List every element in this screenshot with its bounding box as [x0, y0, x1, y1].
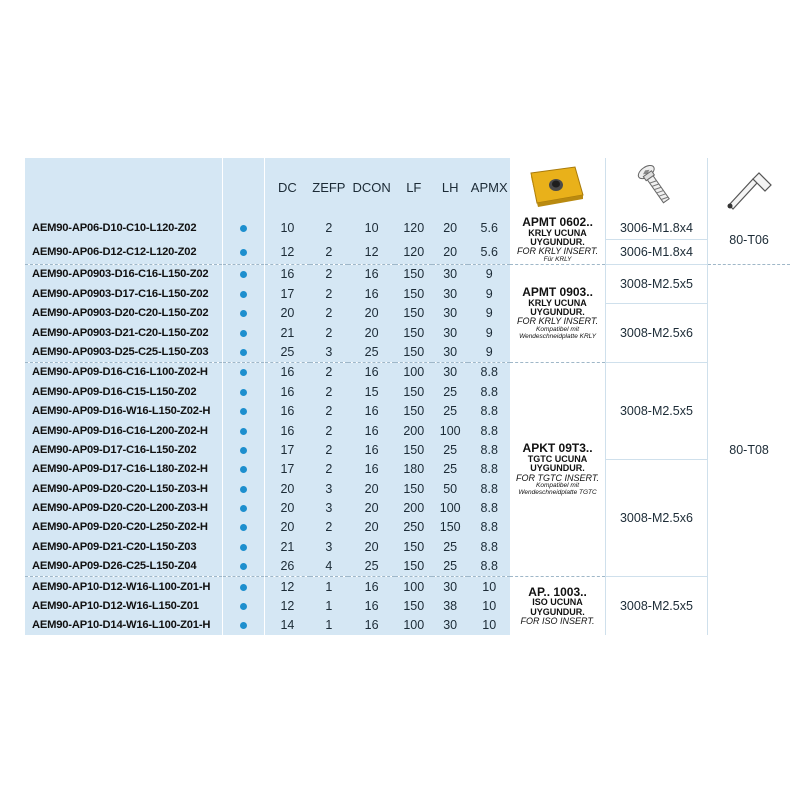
header-dot-blank — [222, 158, 264, 216]
availability-dot-icon — [240, 466, 247, 473]
dc-cell: 17 — [265, 460, 310, 479]
apmx-cell: 9 — [468, 264, 510, 284]
table-row — [25, 216, 790, 240]
dc-cell: 25 — [265, 342, 310, 362]
table-row — [25, 304, 790, 323]
insert-sub: KRLY UCUNA UYGUNDUR. — [528, 227, 587, 248]
apmx-cell: 8.8 — [468, 537, 510, 556]
dc-cell: 16 — [265, 421, 310, 440]
lh-cell: 25 — [432, 460, 468, 479]
dcon-cell: 16 — [348, 616, 395, 635]
availability-cell — [222, 382, 264, 401]
availability-dot-icon — [240, 330, 247, 337]
product-code: AEM90-AP09-D17-C16-L180-Z02-H — [25, 460, 222, 479]
lh-cell: 25 — [432, 401, 468, 420]
lf-cell: 150 — [395, 557, 432, 577]
availability-cell — [222, 323, 264, 342]
availability-dot-icon — [240, 408, 247, 415]
screw-code: 3006-M1.8x4 — [605, 216, 707, 240]
zefp-cell: 2 — [310, 362, 348, 382]
insert-icon — [523, 161, 593, 211]
dcon-cell: 16 — [348, 284, 395, 303]
availability-cell — [222, 362, 264, 382]
header-apmx: APMX — [468, 158, 510, 216]
zefp-cell: 2 — [310, 284, 348, 303]
header-lf: LF — [395, 158, 432, 216]
dc-cell: 17 — [265, 440, 310, 459]
product-code: AEM90-AP09-D16-C16-L200-Z02-H — [25, 421, 222, 440]
dc-cell: 12 — [265, 596, 310, 615]
tool-spec-table-container — [25, 158, 790, 640]
apmx-cell: 5.6 — [468, 216, 510, 240]
product-code: AEM90-AP10-D12-W16-L150-Z01 — [25, 596, 222, 615]
dcon-cell: 20 — [348, 479, 395, 498]
lh-cell: 100 — [432, 498, 468, 517]
dc-cell: 20 — [265, 518, 310, 537]
dcon-cell: 20 — [348, 323, 395, 342]
lf-cell: 180 — [395, 460, 432, 479]
lf-cell: 150 — [395, 596, 432, 615]
insert-title: APMT 0602.. — [522, 216, 593, 229]
key-code: 80-T06 — [708, 216, 790, 264]
dc-cell: 20 — [265, 479, 310, 498]
apmx-cell: 9 — [468, 304, 510, 323]
zefp-cell: 2 — [310, 264, 348, 284]
zefp-cell: 2 — [310, 216, 348, 240]
dcon-cell: 16 — [348, 362, 395, 382]
product-code: AEM90-AP09-D20-C20-L150-Z03-H — [25, 479, 222, 498]
apmx-cell: 8.8 — [468, 498, 510, 517]
table-row — [25, 576, 790, 596]
availability-dot-icon — [240, 584, 247, 591]
lh-cell: 25 — [432, 557, 468, 577]
availability-dot-icon — [240, 524, 247, 531]
availability-dot-icon — [240, 428, 247, 435]
header-row — [25, 158, 790, 216]
availability-dot-icon — [240, 505, 247, 512]
dc-cell: 12 — [265, 240, 310, 264]
availability-dot-icon — [240, 486, 247, 493]
availability-dot-icon — [240, 544, 247, 551]
availability-dot-icon — [240, 291, 247, 298]
dcon-cell: 10 — [348, 216, 395, 240]
insert-de: Kompatibel mit Wendeschneidplatte KRLY — [519, 325, 597, 340]
product-code: AEM90-AP09-D16-C16-L100-Z02-H — [25, 362, 222, 382]
dcon-cell: 20 — [348, 518, 395, 537]
availability-dot-icon — [240, 369, 247, 376]
availability-cell — [222, 576, 264, 596]
header-code-blank — [25, 158, 222, 216]
apmx-cell: 5.6 — [468, 240, 510, 264]
zefp-cell: 2 — [310, 421, 348, 440]
zefp-cell: 2 — [310, 518, 348, 537]
product-code: AEM90-AP09-D21-C20-L150-Z03 — [25, 537, 222, 556]
dcon-cell: 12 — [348, 240, 395, 264]
insert-extra: Für KRLY — [543, 255, 572, 263]
screw-code: 3008-M2.5x6 — [605, 304, 707, 363]
apmx-cell: 9 — [468, 284, 510, 303]
availability-cell — [222, 460, 264, 479]
lh-cell: 30 — [432, 304, 468, 323]
lf-cell: 100 — [395, 362, 432, 382]
dc-cell: 16 — [265, 401, 310, 420]
lh-cell: 38 — [432, 596, 468, 615]
dc-cell: 20 — [265, 498, 310, 517]
insert-title: AP.. 1003.. — [528, 584, 587, 599]
dcon-cell: 16 — [348, 264, 395, 284]
zefp-cell: 2 — [310, 304, 348, 323]
lh-cell: 30 — [432, 362, 468, 382]
availability-dot-icon — [240, 622, 247, 629]
availability-cell — [222, 440, 264, 459]
dc-cell: 21 — [265, 537, 310, 556]
dcon-cell: 16 — [348, 421, 395, 440]
lf-cell: 150 — [395, 284, 432, 303]
lh-cell: 20 — [432, 240, 468, 264]
screw-code: 3006-M1.8x4 — [605, 240, 707, 264]
dcon-cell: 16 — [348, 576, 395, 596]
availability-cell — [222, 240, 264, 264]
dc-cell: 12 — [265, 576, 310, 596]
dc-cell: 20 — [265, 304, 310, 323]
header-insert-image — [510, 158, 605, 216]
zefp-cell: 3 — [310, 498, 348, 517]
product-code: AEM90-AP10-D12-W16-L100-Z01-H — [25, 576, 222, 596]
lf-cell: 150 — [395, 537, 432, 556]
dcon-cell: 25 — [348, 342, 395, 362]
dc-cell: 16 — [265, 264, 310, 284]
zefp-cell: 4 — [310, 557, 348, 577]
apmx-cell: 8.8 — [468, 362, 510, 382]
availability-cell — [222, 401, 264, 420]
screw-code: 3008-M2.5x5 — [605, 362, 707, 459]
insert-sub: ISO UCUNA UYGUNDUR. — [530, 597, 585, 617]
availability-cell — [222, 342, 264, 362]
screw-code: 3008-M2.5x5 — [605, 264, 707, 303]
availability-cell — [222, 421, 264, 440]
dc-cell: 17 — [265, 284, 310, 303]
lh-cell: 150 — [432, 518, 468, 537]
screw-code: 3008-M2.5x5 — [605, 576, 707, 635]
insert-sub: KRLY UCUNA UYGUNDUR. — [528, 297, 587, 317]
availability-dot-icon — [240, 447, 247, 454]
dcon-cell: 20 — [348, 498, 395, 517]
dcon-cell: 16 — [348, 596, 395, 615]
lh-cell: 25 — [432, 537, 468, 556]
dcon-cell: 20 — [348, 537, 395, 556]
dcon-cell: 25 — [348, 557, 395, 577]
lh-cell: 30 — [432, 576, 468, 596]
product-code: AEM90-AP09-D20-C20-L250-Z02-H — [25, 518, 222, 537]
availability-cell — [222, 557, 264, 577]
availability-dot-icon — [240, 563, 247, 570]
zefp-cell: 2 — [310, 460, 348, 479]
product-code: AEM90-AP09-D26-C25-L150-Z04 — [25, 557, 222, 577]
availability-dot-icon — [240, 603, 247, 610]
zefp-cell: 1 — [310, 596, 348, 615]
insert-title: APMT 0903.. — [522, 284, 593, 299]
availability-dot-icon — [240, 271, 247, 278]
header-zefp: ZEFP — [310, 158, 348, 216]
insert-en: FOR KRLY INSERT. — [517, 316, 599, 327]
dcon-cell: 15 — [348, 382, 395, 401]
product-code: AEM90-AP0903-D17-C16-L150-Z02 — [25, 284, 222, 303]
insert-info — [510, 576, 605, 635]
zefp-cell: 1 — [310, 576, 348, 596]
lf-cell: 120 — [395, 240, 432, 264]
availability-dot-icon — [240, 225, 247, 232]
availability-dot-icon — [240, 349, 247, 356]
lh-cell: 50 — [432, 479, 468, 498]
availability-cell — [222, 596, 264, 615]
availability-dot-icon — [240, 389, 247, 396]
availability-cell — [222, 616, 264, 635]
lh-cell: 100 — [432, 421, 468, 440]
product-code: AEM90-AP0903-D20-C20-L150-Z02 — [25, 304, 222, 323]
apmx-cell: 10 — [468, 616, 510, 635]
zefp-cell: 3 — [310, 342, 348, 362]
insert-en: FOR TGTC INSERT. — [516, 472, 600, 483]
table-row — [25, 460, 790, 479]
apmx-cell: 10 — [468, 576, 510, 596]
lh-cell: 20 — [432, 216, 468, 240]
lh-cell: 30 — [432, 264, 468, 284]
table-row — [25, 264, 790, 284]
lf-cell: 120 — [395, 216, 432, 240]
dcon-cell: 16 — [348, 440, 395, 459]
header-lh: LH — [432, 158, 468, 216]
apmx-cell: 10 — [468, 596, 510, 615]
apmx-cell: 8.8 — [468, 382, 510, 401]
lh-cell: 30 — [432, 616, 468, 635]
header-screw-image — [605, 158, 707, 216]
insert-en: FOR ISO INSERT. — [520, 616, 595, 627]
lf-cell: 150 — [395, 342, 432, 362]
lf-cell: 150 — [395, 479, 432, 498]
product-code: AEM90-AP0903-D25-C25-L150-Z03 — [25, 342, 222, 362]
lf-cell: 150 — [395, 304, 432, 323]
insert-en: FOR KRLY INSERT. — [517, 246, 599, 257]
insert-info — [510, 216, 605, 264]
product-code: AEM90-AP09-D16-C15-L150-Z02 — [25, 382, 222, 401]
apmx-cell: 8.8 — [468, 401, 510, 420]
apmx-cell: 8.8 — [468, 440, 510, 459]
availability-cell — [222, 216, 264, 240]
key-code: 80-T08 — [708, 264, 790, 635]
header-dc: DC — [265, 158, 310, 216]
zefp-cell: 1 — [310, 616, 348, 635]
availability-dot-icon — [240, 310, 247, 317]
apmx-cell: 8.8 — [468, 557, 510, 577]
table-body — [25, 216, 790, 635]
availability-cell — [222, 284, 264, 303]
availability-dot-icon — [240, 249, 247, 256]
availability-cell — [222, 264, 264, 284]
table-row — [25, 240, 790, 264]
dcon-cell: 16 — [348, 401, 395, 420]
tool-spec-table — [25, 158, 790, 635]
lh-cell: 30 — [432, 323, 468, 342]
table-row — [25, 362, 790, 382]
lh-cell: 30 — [432, 284, 468, 303]
lf-cell: 150 — [395, 382, 432, 401]
lf-cell: 150 — [395, 264, 432, 284]
product-code: AEM90-AP06-D10-C10-L120-Z02 — [25, 216, 222, 240]
apmx-cell: 8.8 — [468, 460, 510, 479]
lf-cell: 150 — [395, 440, 432, 459]
availability-cell — [222, 537, 264, 556]
insert-title: APKT 09T3.. — [522, 441, 593, 456]
availability-cell — [222, 518, 264, 537]
dc-cell: 16 — [265, 382, 310, 401]
lf-cell: 200 — [395, 421, 432, 440]
torx-key-icon — [719, 161, 779, 211]
dc-cell: 10 — [265, 216, 310, 240]
lh-cell: 30 — [432, 342, 468, 362]
zefp-cell: 2 — [310, 440, 348, 459]
insert-de: Kompatibel mit Wendeschneidplatte TGTC — [518, 481, 597, 496]
lf-cell: 150 — [395, 401, 432, 420]
lf-cell: 100 — [395, 616, 432, 635]
apmx-cell: 9 — [468, 342, 510, 362]
apmx-cell: 8.8 — [468, 421, 510, 440]
header-key-image — [708, 158, 790, 216]
lf-cell: 250 — [395, 518, 432, 537]
product-code: AEM90-AP09-D20-C20-L200-Z03-H — [25, 498, 222, 517]
zefp-cell: 2 — [310, 382, 348, 401]
product-code: AEM90-AP10-D14-W16-L100-Z01-H — [25, 616, 222, 635]
apmx-cell: 9 — [468, 323, 510, 342]
lf-cell: 150 — [395, 323, 432, 342]
insert-info — [510, 264, 605, 362]
product-code: AEM90-AP06-D12-C12-L120-Z02 — [25, 240, 222, 264]
availability-cell — [222, 479, 264, 498]
screw-icon — [626, 161, 686, 211]
dc-cell: 16 — [265, 362, 310, 382]
insert-info — [510, 362, 605, 576]
lh-cell: 25 — [432, 382, 468, 401]
zefp-cell: 2 — [310, 240, 348, 264]
screw-code: 3008-M2.5x6 — [605, 460, 707, 577]
header-dcon: DCON — [348, 158, 395, 216]
zefp-cell: 2 — [310, 401, 348, 420]
dc-cell: 14 — [265, 616, 310, 635]
lf-cell: 200 — [395, 498, 432, 517]
insert-sub: TGTC UCUNA UYGUNDUR. — [527, 453, 588, 474]
product-code: AEM90-AP0903-D16-C16-L150-Z02 — [25, 264, 222, 284]
product-code: AEM90-AP09-D16-W16-L150-Z02-H — [25, 401, 222, 420]
dc-cell: 21 — [265, 323, 310, 342]
product-code: AEM90-AP0903-D21-C20-L150-Z02 — [25, 323, 222, 342]
zefp-cell: 3 — [310, 479, 348, 498]
availability-cell — [222, 304, 264, 323]
dc-cell: 26 — [265, 557, 310, 577]
dcon-cell: 16 — [348, 460, 395, 479]
dcon-cell: 20 — [348, 304, 395, 323]
apmx-cell: 8.8 — [468, 479, 510, 498]
zefp-cell: 3 — [310, 537, 348, 556]
zefp-cell: 2 — [310, 323, 348, 342]
apmx-cell: 8.8 — [468, 518, 510, 537]
product-code: AEM90-AP09-D17-C16-L150-Z02 — [25, 440, 222, 459]
lf-cell: 100 — [395, 576, 432, 596]
availability-cell — [222, 498, 264, 517]
lh-cell: 25 — [432, 440, 468, 459]
